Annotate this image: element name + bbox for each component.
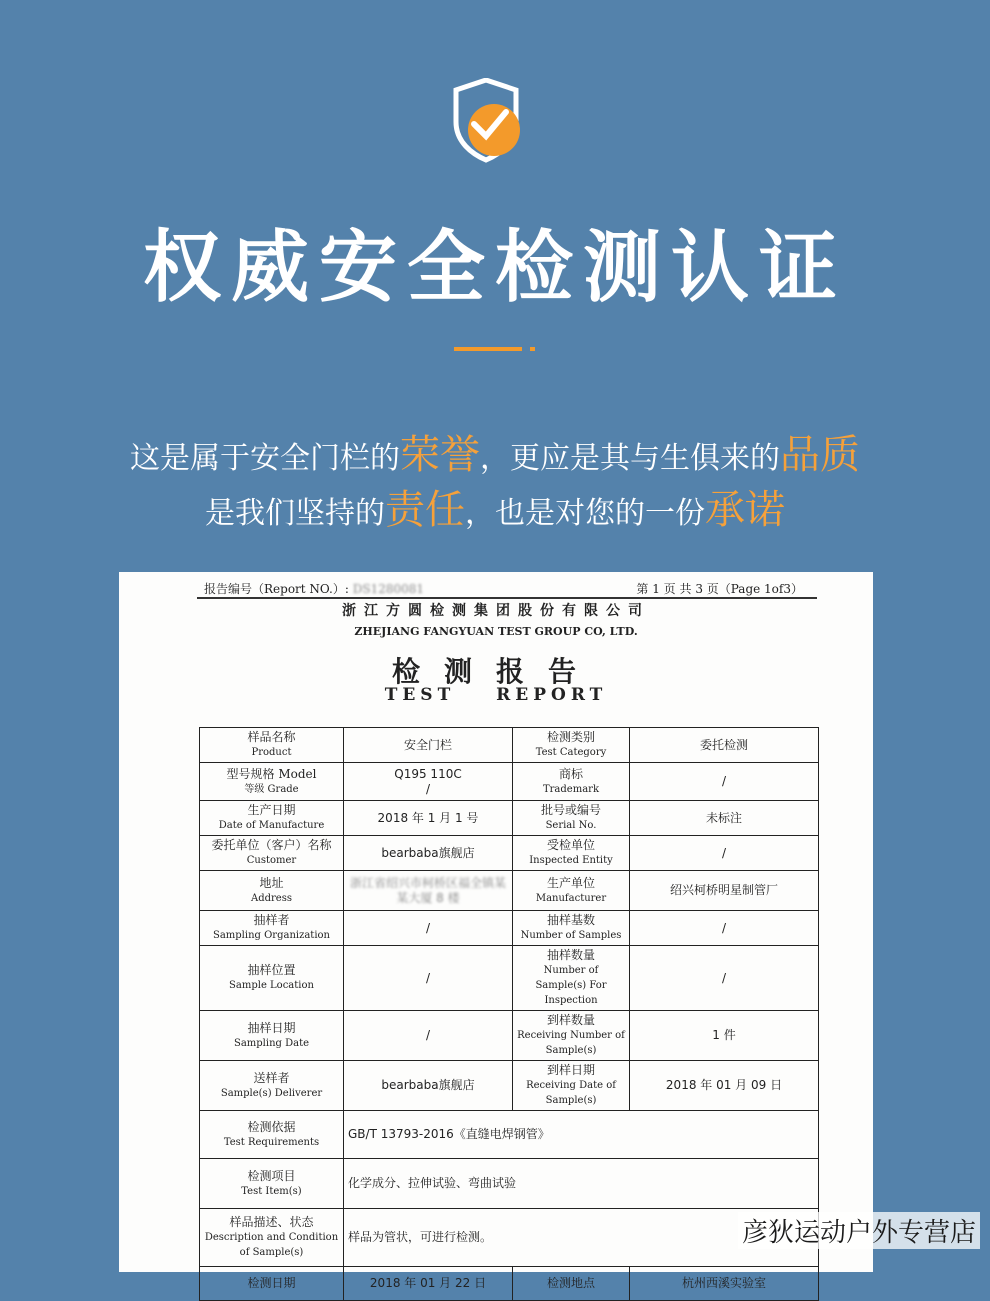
field-label: 型号规格 Model: [226, 766, 317, 781]
field-value: 杭州西溪实验室: [681, 1276, 766, 1290]
label-cell: [200, 1011, 344, 1061]
field-label: 批号或编号: [540, 803, 601, 817]
label-cell: [200, 1061, 344, 1111]
company-name-en: ZHEJIANG FANGYUAN TEST GROUP CO, LTD.: [354, 625, 638, 638]
highlight-quality: 品质: [780, 432, 860, 478]
page-headline: 权威安全检测认证: [142, 223, 847, 313]
table-row: [200, 836, 819, 871]
field-label: 委托单位（客户）名称: [211, 838, 332, 852]
table-row: [200, 1111, 819, 1159]
field-label-en: Test Category: [535, 747, 607, 758]
field-value: Q195 110C /: [394, 766, 462, 796]
field-label-en: Receiving Date of Sample(s): [526, 1080, 616, 1106]
field-label-en: Customer: [246, 855, 297, 866]
field-label-en: Test Requirements: [223, 1136, 320, 1148]
slogan-line-1: 这是属于安全门栏的荣誉，更应是其与生俱来的品质: [130, 432, 860, 478]
field-value: 绍兴柯桥明星制管厂: [669, 883, 778, 897]
field-label-en: Receiving Number of Sample(s): [517, 1030, 625, 1056]
value-cell: [630, 871, 819, 911]
field-label: 受检单位: [546, 838, 595, 852]
field-label-en: Trademark: [542, 783, 599, 795]
value-cell: [344, 763, 513, 801]
highlight-responsibility: 责任: [385, 487, 465, 533]
field-label: 抽样位置: [247, 963, 296, 977]
field-value: /: [425, 970, 431, 985]
value-cell: [630, 1267, 819, 1301]
label-cell: [200, 801, 344, 836]
field-label-en: Number of Sample(s) For Inspection: [535, 965, 607, 1006]
field-value: /: [721, 920, 727, 935]
field-label: 抽样基数: [546, 913, 595, 927]
field-value: 安全门栏: [403, 737, 452, 752]
field-value: 检测地点: [546, 1276, 595, 1290]
label-cell: [513, 836, 630, 871]
field-value: 委托检测: [699, 737, 748, 752]
field-value: /: [721, 774, 727, 788]
label-cell: [200, 836, 344, 871]
value-cell: [344, 801, 513, 836]
label-cell: [513, 1061, 630, 1111]
label-cell: [513, 763, 630, 801]
table-row: [200, 1061, 819, 1111]
field-label-en: Sampling Date: [233, 1037, 310, 1049]
value-cell: [630, 946, 819, 1011]
value-cell: [344, 728, 513, 763]
field-value: 2018 年 01 月 22 日: [369, 1276, 487, 1290]
highlight-honor: 荣誉: [400, 432, 480, 478]
field-label-en: Address: [251, 892, 292, 904]
field-label: 到样日期: [546, 1063, 595, 1077]
report-title-en: TEST REPORT: [384, 685, 608, 705]
field-value: GB/T 13793-2016《直缝电焊钢管》: [348, 1127, 550, 1141]
field-label-en: Description and Condition of Sample(s): [204, 1232, 339, 1258]
table-row: [200, 728, 819, 763]
table-row: [200, 946, 819, 1011]
label-cell: [200, 728, 344, 763]
field-label-en: Manufacturer: [535, 892, 607, 904]
field-label-en: 等级 Grade: [244, 783, 299, 795]
label-cell: [200, 1159, 344, 1209]
shop-watermark: 彦狄运动户外专营店: [738, 1212, 980, 1249]
label-cell: [200, 946, 344, 1011]
field-label-en: Sampling Organization: [212, 930, 330, 941]
table-row: [200, 1267, 819, 1301]
label-cell: [200, 763, 344, 801]
value-cell: [630, 801, 819, 836]
table-row: [200, 1011, 819, 1061]
value-cell: [344, 1159, 819, 1209]
field-value: /: [425, 920, 431, 935]
field-label: 样品名称: [247, 730, 296, 744]
field-value: 2018 年 1 月 1 号: [377, 810, 479, 825]
label-cell: [513, 1267, 630, 1301]
field-value: 化学成分、拉伸试验、弯曲试验: [348, 1176, 517, 1190]
field-label-en: Number of Samples: [520, 930, 622, 941]
field-label: 抽样者: [253, 913, 290, 927]
field-label: 送样者: [253, 1070, 290, 1085]
field-label: 检测依据: [247, 1119, 296, 1134]
field-value: /: [425, 1028, 431, 1042]
report-number: 报告编号（Report NO.）: DS1280081: [204, 582, 425, 596]
label-cell: [200, 911, 344, 946]
label-cell: [513, 728, 630, 763]
label-cell: [513, 1011, 630, 1061]
table-row: [200, 911, 819, 946]
label-cell: [513, 946, 630, 1011]
field-label-en: Test Item(s): [241, 1185, 302, 1197]
field-value: bearbaba旗舰店: [381, 1078, 475, 1092]
field-value: /: [721, 970, 727, 985]
label-cell: [513, 801, 630, 836]
value-cell: [344, 911, 513, 946]
slogan-line-2: 是我们坚持的责任，也是对您的一份承诺: [205, 487, 785, 533]
label-cell: [200, 871, 344, 911]
label-cell: [200, 1111, 344, 1159]
table-row: [200, 1209, 819, 1267]
value-cell: [344, 1061, 513, 1111]
value-cell: [344, 1267, 513, 1301]
report-table: [199, 727, 819, 1301]
field-value: /: [721, 845, 727, 860]
field-label-en: Sample(s) Deliverer: [220, 1087, 323, 1099]
field-value: 样品为管状，可进行检测。: [348, 1230, 493, 1244]
field-value: bearbaba旗舰店: [381, 845, 475, 860]
value-cell: [630, 911, 819, 946]
value-cell: [344, 871, 513, 911]
page-info: 第 1 页 共 3 页（Page 1of3）: [636, 582, 803, 596]
value-cell: [630, 836, 819, 871]
field-label-en: Serial No.: [545, 820, 597, 831]
value-cell: [344, 836, 513, 871]
value-cell: [630, 728, 819, 763]
value-cell: [344, 946, 513, 1011]
value-cell: [630, 1061, 819, 1111]
label-cell: [200, 1267, 344, 1301]
field-label: 检测项目: [247, 1168, 296, 1183]
field-label: 到样数量: [546, 1013, 595, 1027]
divider-dot: [530, 347, 535, 351]
test-report-document: [119, 572, 873, 1290]
table-row: [200, 1159, 819, 1209]
field-label: 生产单位: [546, 875, 595, 890]
table-row: [200, 763, 819, 801]
field-label-en: Date of Manufacture: [218, 820, 325, 831]
field-label: 抽样数量: [546, 948, 595, 962]
label-cell: [200, 1209, 344, 1267]
label-cell: [513, 871, 630, 911]
field-value: 检测日期: [247, 1276, 296, 1290]
table-row: [200, 801, 819, 836]
company-name-cn: 浙江方圆检测集团股份有限公司: [342, 603, 650, 619]
field-value: 1 件: [712, 1028, 736, 1042]
field-value: 未标注: [705, 810, 742, 825]
field-label: 检测类别: [546, 730, 595, 744]
field-label: 样品描述、状态: [229, 1215, 314, 1229]
field-label: 生产日期: [247, 803, 296, 817]
field-label-en: Sample Location: [229, 980, 314, 991]
highlight-promise: 承诺: [705, 487, 785, 533]
value-cell: [630, 1011, 819, 1061]
value-cell: [630, 763, 819, 801]
field-label-en: Inspected Entity: [529, 855, 613, 866]
table-row: [200, 871, 819, 911]
header-rule: [197, 597, 817, 599]
field-label: 地址: [259, 875, 284, 890]
field-label: 抽样日期: [247, 1020, 296, 1035]
value-cell: [344, 1111, 819, 1159]
field-label: 商标: [558, 766, 583, 781]
field-value: 2018 年 01 月 09 日: [665, 1078, 783, 1092]
field-label-en: Product: [251, 747, 292, 758]
divider: [454, 347, 522, 351]
value-cell: [344, 1011, 513, 1061]
label-cell: [513, 911, 630, 946]
report-title-cn: 检测报告: [391, 655, 600, 688]
field-value: 浙江省绍兴市柯桥区福全镇某某大厦 8 楼: [349, 875, 506, 905]
shield-check-icon: [448, 78, 528, 164]
